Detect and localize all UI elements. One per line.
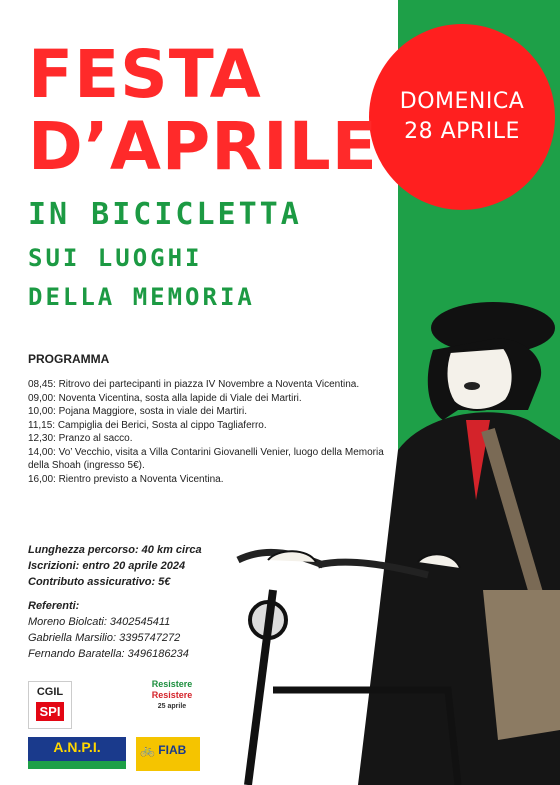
event-info bbox=[28, 542, 202, 590]
subtitle-line-3: DELLA MEMORIA bbox=[28, 283, 255, 311]
title-line-1: FESTA bbox=[28, 36, 262, 113]
contact-person: Fernando Baratella: 3496186234 bbox=[28, 648, 189, 660]
contact-person: Moreno Biolcati: 3402545411 bbox=[28, 616, 171, 628]
woman-with-bicycle-illustration bbox=[228, 290, 560, 785]
resistere-text-1: Resistere bbox=[151, 679, 193, 689]
program-item: 10,00: Pojana Maggiore, sosta in viale dei Martiri. bbox=[28, 406, 248, 417]
resistere-logo bbox=[140, 679, 204, 727]
subtitle-line-1: IN BICICLETTA bbox=[28, 197, 302, 232]
bicycle-icon: 🚲 bbox=[140, 743, 155, 757]
program-item: 14,00: Vo’ Vecchio, visita a Villa Contarini Giovanelli Venier, luogo della Memoria della Shoah (ingresso 5€). bbox=[28, 446, 384, 471]
program-item: 12,30: Pranzo al sacco. bbox=[28, 433, 133, 444]
cgil-logo-text: CGIL bbox=[36, 686, 64, 698]
date-badge bbox=[369, 24, 555, 210]
date-badge-date: 28 APRILE bbox=[404, 119, 520, 144]
program-item: 16,00: Rientro previsto a Noventa Vicentina. bbox=[28, 473, 224, 485]
resistere-text-3: 25 aprile bbox=[157, 703, 187, 710]
title-line-2: D’APRILE bbox=[28, 108, 378, 185]
program-heading: PROGRAMMA bbox=[28, 352, 110, 366]
contacts-heading: Referenti: bbox=[28, 600, 80, 612]
route-length: Lunghezza percorso: 40 km circa bbox=[28, 544, 202, 556]
program-item: 08,45: Ritrovo dei partecipanti in piazza IV Novembre a Noventa Vicentina. bbox=[28, 379, 360, 390]
program-list bbox=[28, 378, 388, 486]
contacts bbox=[28, 598, 189, 662]
resistere-text-2: Resistere bbox=[151, 690, 193, 700]
date-badge-day: DOMENICA bbox=[399, 89, 525, 114]
anpi-logo: A.N.P.I. bbox=[28, 737, 126, 769]
program-item: 09,00: Noventa Vicentina, sosta alla lapide di Viale dei Martiri. bbox=[28, 392, 302, 404]
contact-person: Gabriella Marsilio: 3395747272 bbox=[28, 632, 181, 644]
fiab-logo-text: FIAB bbox=[158, 743, 187, 757]
program-item: 11,15: Campiglia dei Berici, Sosta al cippo Tagliaferro. bbox=[28, 419, 267, 431]
registration-deadline: Iscrizioni: entro 20 aprile 2024 bbox=[28, 560, 186, 572]
fiab-logo bbox=[136, 737, 200, 771]
subtitle-line-2: SUI LUOGHI bbox=[28, 244, 203, 272]
spi-logo-text: SPI bbox=[36, 702, 65, 721]
cgil-spi-logo bbox=[28, 681, 72, 729]
insurance-fee: Contributo assicurativo: 5€ bbox=[28, 576, 171, 588]
